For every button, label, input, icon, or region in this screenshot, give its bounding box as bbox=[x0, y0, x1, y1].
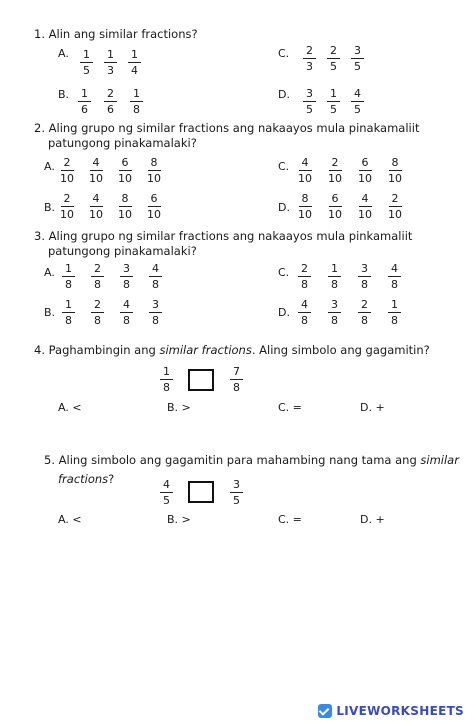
denominator: 8 bbox=[391, 314, 398, 327]
denominator: 8 bbox=[94, 314, 101, 327]
denominator: 8 bbox=[152, 278, 159, 291]
numerator: 1 bbox=[128, 49, 141, 63]
denominator: 10 bbox=[388, 172, 402, 185]
denominator: 8 bbox=[331, 278, 338, 291]
fraction bbox=[147, 157, 161, 185]
numerator: 3 bbox=[230, 479, 243, 493]
denominator: 8 bbox=[361, 314, 368, 327]
fraction bbox=[327, 45, 340, 73]
numerator: 6 bbox=[148, 193, 161, 207]
fraction bbox=[328, 157, 342, 185]
fraction bbox=[80, 49, 93, 77]
denominator: 10 bbox=[147, 208, 161, 221]
numerator: 1 bbox=[80, 49, 93, 63]
numerator: 1 bbox=[62, 263, 75, 277]
q5-option-a[interactable]: A. < bbox=[58, 513, 82, 526]
question-3-text-line2: patungong pinakamalaki? bbox=[48, 244, 197, 258]
denominator: 10 bbox=[328, 208, 342, 221]
numerator: 1 bbox=[62, 299, 75, 313]
numerator: 1 bbox=[160, 366, 173, 380]
question-5-text-line1: 5. Aling simbolo ang gagamitin para mahambing nang tama ang similar bbox=[44, 453, 459, 467]
numerator: 2 bbox=[327, 45, 340, 59]
fraction bbox=[91, 263, 104, 291]
fraction bbox=[118, 157, 132, 185]
q2-option-c-letter[interactable]: C. bbox=[278, 160, 290, 173]
denominator: 6 bbox=[81, 103, 88, 116]
denominator: 8 bbox=[123, 314, 130, 327]
numerator: 4 bbox=[120, 299, 133, 313]
denominator: 10 bbox=[388, 208, 402, 221]
q5-option-b[interactable]: B. > bbox=[167, 513, 191, 526]
fraction bbox=[62, 263, 75, 291]
numerator: 3 bbox=[303, 88, 316, 102]
denominator: 5 bbox=[354, 103, 361, 116]
denominator: 4 bbox=[131, 64, 138, 77]
numerator: 7 bbox=[230, 366, 243, 380]
fraction bbox=[358, 299, 371, 327]
q4-option-d[interactable]: D. + bbox=[360, 401, 385, 414]
q3-option-b-letter[interactable]: B. bbox=[44, 306, 56, 319]
numerator: 6 bbox=[119, 157, 132, 171]
denominator: 8 bbox=[331, 314, 338, 327]
numerator: 4 bbox=[149, 263, 162, 277]
denominator: 8 bbox=[163, 381, 170, 394]
denominator: 10 bbox=[60, 208, 74, 221]
numerator: 3 bbox=[328, 299, 341, 313]
fraction bbox=[78, 88, 91, 116]
fraction bbox=[89, 193, 103, 221]
denominator: 5 bbox=[233, 494, 240, 507]
fraction bbox=[120, 299, 133, 327]
numerator: 2 bbox=[61, 193, 74, 207]
q4-option-b[interactable]: B. > bbox=[167, 401, 191, 414]
q1-option-a-letter[interactable]: A. bbox=[58, 47, 69, 60]
numerator: 1 bbox=[78, 88, 91, 102]
denominator: 8 bbox=[361, 278, 368, 291]
numerator: 3 bbox=[120, 263, 133, 277]
numerator: 2 bbox=[104, 88, 117, 102]
fraction bbox=[89, 157, 103, 185]
question-1-text: 1. Alin ang similar fractions? bbox=[34, 27, 198, 41]
fraction bbox=[120, 263, 133, 291]
numerator: 4 bbox=[388, 263, 401, 277]
question-5-text-line2: fractions? bbox=[58, 472, 115, 486]
q4-left-fraction bbox=[160, 366, 173, 394]
numerator: 1 bbox=[104, 49, 117, 63]
q2-option-d-letter[interactable]: D. bbox=[278, 201, 290, 214]
q4-option-a[interactable]: A. < bbox=[58, 401, 82, 414]
fraction bbox=[303, 88, 316, 116]
fraction bbox=[147, 193, 161, 221]
fraction bbox=[328, 299, 341, 327]
liveworksheets-logo bbox=[318, 704, 464, 718]
numerator: 2 bbox=[329, 157, 342, 171]
q1-option-d-letter[interactable]: D. bbox=[278, 88, 290, 101]
denominator: 10 bbox=[298, 208, 312, 221]
denominator: 8 bbox=[391, 278, 398, 291]
fraction bbox=[388, 157, 402, 185]
numerator: 1 bbox=[130, 88, 143, 102]
fraction bbox=[303, 45, 316, 73]
fraction bbox=[358, 263, 371, 291]
denominator: 3 bbox=[107, 64, 114, 77]
numerator: 2 bbox=[303, 45, 316, 59]
fraction bbox=[149, 299, 162, 327]
denominator: 5 bbox=[306, 103, 313, 116]
denominator: 8 bbox=[233, 381, 240, 394]
fraction bbox=[60, 157, 74, 185]
fraction bbox=[128, 49, 141, 77]
fraction bbox=[60, 193, 74, 221]
numerator: 1 bbox=[328, 263, 341, 277]
denominator: 10 bbox=[358, 172, 372, 185]
fraction bbox=[149, 263, 162, 291]
q3-option-d-letter[interactable]: D. bbox=[278, 306, 290, 319]
numerator: 8 bbox=[389, 157, 402, 171]
q5-left-fraction bbox=[160, 479, 173, 507]
fraction bbox=[388, 193, 402, 221]
q5-option-c[interactable]: C. = bbox=[278, 513, 302, 526]
fraction bbox=[91, 299, 104, 327]
numerator: 4 bbox=[299, 157, 312, 171]
denominator: 10 bbox=[147, 172, 161, 185]
denominator: 6 bbox=[107, 103, 114, 116]
numerator: 4 bbox=[351, 88, 364, 102]
fraction bbox=[358, 157, 372, 185]
denominator: 3 bbox=[306, 60, 313, 73]
denominator: 5 bbox=[330, 60, 337, 73]
numerator: 3 bbox=[149, 299, 162, 313]
denominator: 10 bbox=[328, 172, 342, 185]
denominator: 10 bbox=[358, 208, 372, 221]
denominator: 8 bbox=[301, 278, 308, 291]
denominator: 10 bbox=[89, 208, 103, 221]
numerator: 1 bbox=[327, 88, 340, 102]
fraction bbox=[328, 193, 342, 221]
numerator: 2 bbox=[298, 263, 311, 277]
numerator: 2 bbox=[389, 193, 402, 207]
numerator: 4 bbox=[160, 479, 173, 493]
denominator: 10 bbox=[60, 172, 74, 185]
denominator: 8 bbox=[152, 314, 159, 327]
denominator: 5 bbox=[83, 64, 90, 77]
q5-answer-box[interactable] bbox=[188, 481, 214, 503]
denominator: 8 bbox=[133, 103, 140, 116]
denominator: 8 bbox=[301, 314, 308, 327]
fraction bbox=[298, 193, 312, 221]
numerator: 2 bbox=[91, 263, 104, 277]
q3-option-c-letter[interactable]: C. bbox=[278, 266, 290, 279]
q1-option-b-letter[interactable]: B. bbox=[58, 88, 70, 101]
numerator: 4 bbox=[90, 193, 103, 207]
numerator: 6 bbox=[329, 193, 342, 207]
numerator: 8 bbox=[299, 193, 312, 207]
denominator: 10 bbox=[89, 172, 103, 185]
denominator: 5 bbox=[354, 60, 361, 73]
q5-right-fraction bbox=[230, 479, 243, 507]
numerator: 2 bbox=[91, 299, 104, 313]
numerator: 6 bbox=[359, 157, 372, 171]
numerator: 4 bbox=[298, 299, 311, 313]
fraction bbox=[327, 88, 340, 116]
fraction bbox=[118, 193, 132, 221]
q4-answer-box[interactable] bbox=[188, 369, 214, 391]
numerator: 3 bbox=[358, 263, 371, 277]
q1-option-c-letter[interactable]: C. bbox=[278, 47, 290, 60]
fraction bbox=[388, 299, 401, 327]
fraction bbox=[351, 45, 364, 73]
fraction bbox=[130, 88, 143, 116]
denominator: 10 bbox=[298, 172, 312, 185]
denominator: 8 bbox=[65, 314, 72, 327]
fraction bbox=[358, 193, 372, 221]
q4-right-fraction bbox=[230, 366, 243, 394]
fraction bbox=[351, 88, 364, 116]
q3-option-a-letter[interactable]: A. bbox=[44, 266, 55, 279]
numerator: 2 bbox=[358, 299, 371, 313]
q2-option-b-letter[interactable]: B. bbox=[44, 201, 56, 214]
fraction bbox=[328, 263, 341, 291]
q2-option-a-letter[interactable]: A. bbox=[44, 160, 55, 173]
fraction bbox=[62, 299, 75, 327]
question-3-text-line1: 3. Aling grupo ng similar fractions ang nakaayos mula pinkamaliit bbox=[34, 229, 413, 243]
question-4-text: 4. Paghambingin ang similar fractions. Aling simbolo ang gagamitin? bbox=[34, 343, 430, 357]
fraction bbox=[298, 263, 311, 291]
numerator: 8 bbox=[119, 193, 132, 207]
brand-label: LIVEWORKSHEETS bbox=[336, 704, 464, 718]
numerator: 3 bbox=[351, 45, 364, 59]
denominator: 10 bbox=[118, 208, 132, 221]
numerator: 1 bbox=[388, 299, 401, 313]
fraction bbox=[388, 263, 401, 291]
denominator: 10 bbox=[118, 172, 132, 185]
numerator: 4 bbox=[359, 193, 372, 207]
denominator: 8 bbox=[94, 278, 101, 291]
numerator: 2 bbox=[61, 157, 74, 171]
question-2-text-line2: patungong pinakamalaki? bbox=[48, 136, 197, 150]
numerator: 8 bbox=[148, 157, 161, 171]
denominator: 8 bbox=[123, 278, 130, 291]
denominator: 5 bbox=[163, 494, 170, 507]
fraction bbox=[298, 157, 312, 185]
denominator: 8 bbox=[65, 278, 72, 291]
fraction bbox=[104, 49, 117, 77]
checkmark-icon bbox=[318, 704, 332, 718]
fraction bbox=[104, 88, 117, 116]
q4-option-c[interactable]: C. = bbox=[278, 401, 302, 414]
denominator: 5 bbox=[330, 103, 337, 116]
q5-option-d[interactable]: D. + bbox=[360, 513, 385, 526]
numerator: 4 bbox=[90, 157, 103, 171]
fraction bbox=[298, 299, 311, 327]
question-2-text-line1: 2. Aling grupo ng similar fractions ang nakaayos mula pinakamaliit bbox=[34, 121, 420, 135]
